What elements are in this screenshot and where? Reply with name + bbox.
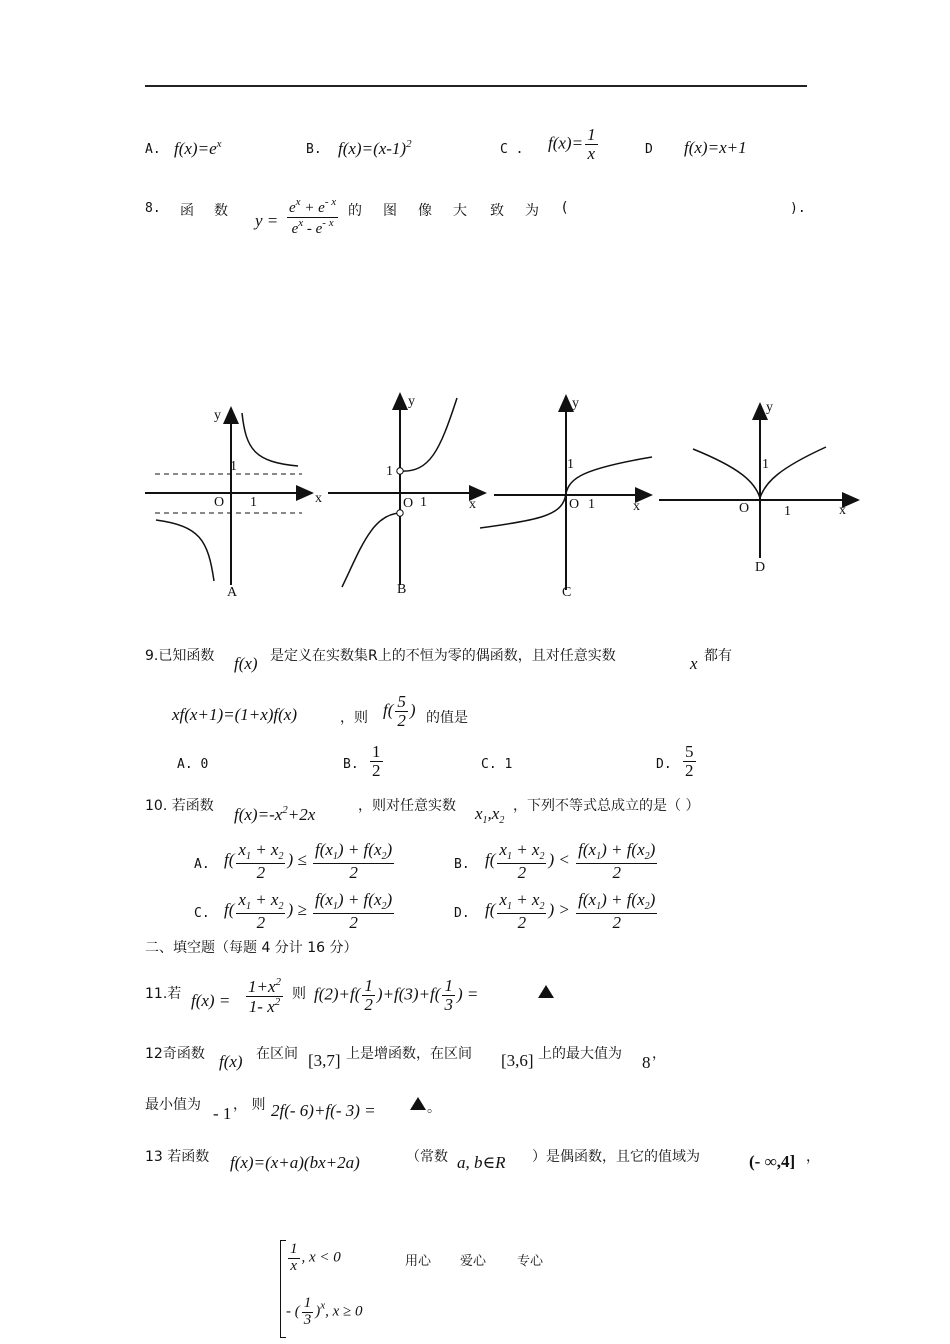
q12-end: 。 bbox=[427, 1100, 441, 1116]
graph-a-y-label: y bbox=[214, 408, 221, 423]
q8-char: 大 bbox=[453, 203, 467, 219]
q13-fx: f(x)=(x+a)(bx+2a) bbox=[230, 1153, 360, 1172]
q8-graphs bbox=[0, 380, 950, 610]
q9-option-d-label: D. bbox=[656, 757, 672, 772]
q12-interval-1: [3,7] bbox=[308, 1051, 341, 1070]
q10-option-d: f( $\frac{x_1 + x_2}{2}$ ) > $\frac{f(x_1) + f(x_2)}{2}$ bbox=[485, 890, 656, 932]
graph-b-label: B bbox=[397, 582, 407, 597]
q10-option-c-label: C. bbox=[194, 906, 210, 921]
footer-word: 爱心 bbox=[460, 1254, 487, 1269]
q8-char: 致 bbox=[490, 203, 504, 219]
graph-c-label: C bbox=[562, 585, 572, 600]
q11-then: 则 bbox=[292, 986, 306, 1002]
q8-y-eq: y = bbox=[255, 211, 279, 230]
q9-option-b-frac: $\frac{1}{2}$ bbox=[372, 742, 381, 780]
q10-option-a: f( $\frac{x_1 + x_2}{2}$ ) ≤ $\frac{f(x_1) + f(x_2)}{2}$ bbox=[224, 840, 393, 882]
q12-fx: f(x) bbox=[219, 1052, 243, 1071]
footer-word: 专心 bbox=[517, 1254, 544, 1269]
graph-a-one-x: 1 bbox=[250, 495, 257, 510]
q10-option-b: f( $\frac{x_1 + x_2}{2}$ ) < $\frac{f(x_1) + f(x_2)}{2}$ bbox=[485, 840, 656, 882]
graph-a-one-y: 1 bbox=[230, 459, 237, 474]
q8-char: 像 bbox=[418, 203, 432, 219]
q12-t1: 在区间 bbox=[256, 1046, 298, 1062]
graph-d bbox=[659, 400, 858, 575]
q7-option-c-label: C . bbox=[500, 142, 524, 157]
graph-c bbox=[480, 396, 652, 600]
footer-word: 用心 bbox=[405, 1254, 432, 1269]
graph-d-origin: O bbox=[739, 501, 750, 516]
q9-option-a: A. 0 bbox=[177, 757, 209, 772]
q10-vars: $x_1,x_2$ bbox=[475, 804, 505, 826]
graph-b-x-label: x bbox=[469, 497, 476, 512]
q13-end: ， bbox=[806, 1149, 820, 1165]
q12-min-label: 最小值为 bbox=[145, 1097, 201, 1113]
q9-end: 都有 bbox=[704, 648, 732, 664]
graph-c-origin: O bbox=[569, 497, 580, 512]
q8-char: 函 bbox=[180, 203, 194, 219]
q8-char: 为 bbox=[525, 203, 539, 219]
q9-then: ，则 bbox=[340, 710, 368, 726]
graph-c-one-y: 1 bbox=[567, 457, 574, 472]
q12-max: 8 bbox=[642, 1053, 651, 1072]
q12-min: - 1 bbox=[213, 1104, 232, 1123]
q7-option-b-expr: $f(x)=(x-1)^2$ bbox=[338, 138, 412, 158]
q13-t1: （常数 bbox=[406, 1149, 448, 1165]
q10-option-b-label: B. bbox=[454, 857, 470, 872]
q8-number: 8. bbox=[145, 201, 161, 216]
graph-d-one-x: 1 bbox=[784, 504, 791, 519]
q8-char: 的 bbox=[348, 203, 362, 219]
q13-consts: a, b∈R bbox=[457, 1153, 506, 1172]
q7-option-c-expr: f(x)= $\frac{1}{x}$ bbox=[548, 125, 596, 163]
graph-b-one-x: 1 bbox=[420, 495, 427, 510]
q9-mid: 是定义在实数集R上的不恒为零的偶函数，且对任意实数 bbox=[270, 648, 616, 664]
q13-range: (- ∞,4] bbox=[749, 1152, 796, 1171]
q10-intro: 10. 若函数 bbox=[145, 798, 214, 814]
q11-fx: f(x) = bbox=[191, 991, 231, 1010]
graph-d-y-label: y bbox=[766, 400, 773, 415]
q11-expression: f(2)+f( $\frac{1}{2}$ )+f(3)+f( $\frac{1}{3}$ ) = bbox=[314, 976, 479, 1014]
q12-t4: ， bbox=[652, 1046, 666, 1062]
answer-triangle-icon bbox=[410, 1097, 426, 1115]
q11-fraction: $\frac{1+x^2}{1- x^2}$ bbox=[248, 976, 282, 1016]
q12-t2: 上是增函数，在区间 bbox=[346, 1046, 472, 1062]
graph-b-y-label: y bbox=[408, 394, 415, 409]
graph-d-label: D bbox=[755, 560, 766, 575]
q10-end: ，下列不等式总成立的是（ ） bbox=[513, 798, 700, 814]
q9-x: x bbox=[690, 654, 698, 673]
q8-char: 数 bbox=[214, 203, 228, 219]
q9-f-value: f( $\frac{5}{2}$ ) bbox=[383, 692, 416, 730]
q9-option-d-frac: $\frac{5}{2}$ bbox=[685, 742, 694, 780]
q10-fx: $f(x)=-x^2+2x$ bbox=[234, 804, 316, 824]
q8-char: 图 bbox=[383, 203, 397, 219]
q11-intro: 11.若 bbox=[145, 986, 182, 1002]
piecewise-case-2: - ( $\frac{1}{3}$ )$^x$, x ≥ 0 bbox=[286, 1295, 363, 1328]
header-rule bbox=[145, 85, 807, 87]
q8-char: ( bbox=[562, 200, 568, 216]
graph-a bbox=[145, 408, 322, 600]
q12-interval-2: [3,6] bbox=[501, 1051, 534, 1070]
q9-value-text: 的值是 bbox=[426, 710, 468, 726]
graph-b-origin: O bbox=[403, 496, 414, 511]
q7-option-d-expr: f(x)=x+1 bbox=[684, 138, 747, 157]
q10-option-d-label: D. bbox=[454, 906, 470, 921]
q9-option-c: C. 1 bbox=[481, 757, 513, 772]
graph-c-one-x: 1 bbox=[588, 497, 595, 512]
q10-option-a-label: A. bbox=[194, 857, 210, 872]
q9-equation: xf(x+1)=(1+x)f(x) bbox=[172, 705, 298, 724]
q13-intro: 13 若函数 bbox=[145, 1149, 210, 1165]
graph-d-one-y: 1 bbox=[762, 457, 769, 472]
q12-t3: 上的最大值为 bbox=[538, 1046, 622, 1062]
piecewise-case-1: $\frac{1}{x}$ , x < 0 bbox=[290, 1241, 341, 1274]
graph-a-origin: O bbox=[214, 495, 225, 510]
q10-mid: ，则对任意实数 bbox=[358, 798, 456, 814]
graph-a-label: A bbox=[227, 585, 238, 600]
q7-option-a-expr: $f(x)=e^x$ bbox=[174, 138, 222, 158]
graph-a-x-label: x bbox=[315, 491, 322, 506]
graph-d-x-label: x bbox=[839, 503, 846, 518]
q12-expression: 2f(- 6)+f(- 3) = bbox=[271, 1101, 376, 1120]
q7-option-a-label: A. bbox=[145, 142, 161, 157]
answer-triangle-icon bbox=[538, 985, 554, 1003]
q8-fraction: $\frac{e^x + e^{- x}}{e^x - e^{- x}}$ bbox=[289, 196, 337, 237]
q8-close: ). bbox=[790, 201, 806, 216]
q7-option-b-label: B. bbox=[306, 142, 322, 157]
q7-option-d-label: D bbox=[645, 142, 653, 157]
graph-c-x-label: x bbox=[633, 499, 640, 514]
q12-t5: ， 则 bbox=[233, 1097, 266, 1113]
section-heading: 二、填空题（每题 4 分计 16 分） bbox=[145, 940, 358, 956]
graph-b bbox=[328, 394, 485, 597]
graph-c-y-label: y bbox=[572, 396, 579, 411]
q9-option-b-label: B. bbox=[343, 757, 359, 772]
q9-intro: 9.已知函数 bbox=[145, 648, 215, 664]
q13-t2: ）是偶函数，且它的值域为 bbox=[532, 1149, 700, 1165]
q10-option-c: f( $\frac{x_1 + x_2}{2}$ ) ≥ $\frac{f(x_1) + f(x_2)}{2}$ bbox=[224, 890, 393, 932]
q9-fx: f(x) bbox=[234, 654, 258, 673]
q12-intro: 12奇函数 bbox=[145, 1046, 205, 1062]
graph-b-one-y: 1 bbox=[386, 464, 393, 479]
